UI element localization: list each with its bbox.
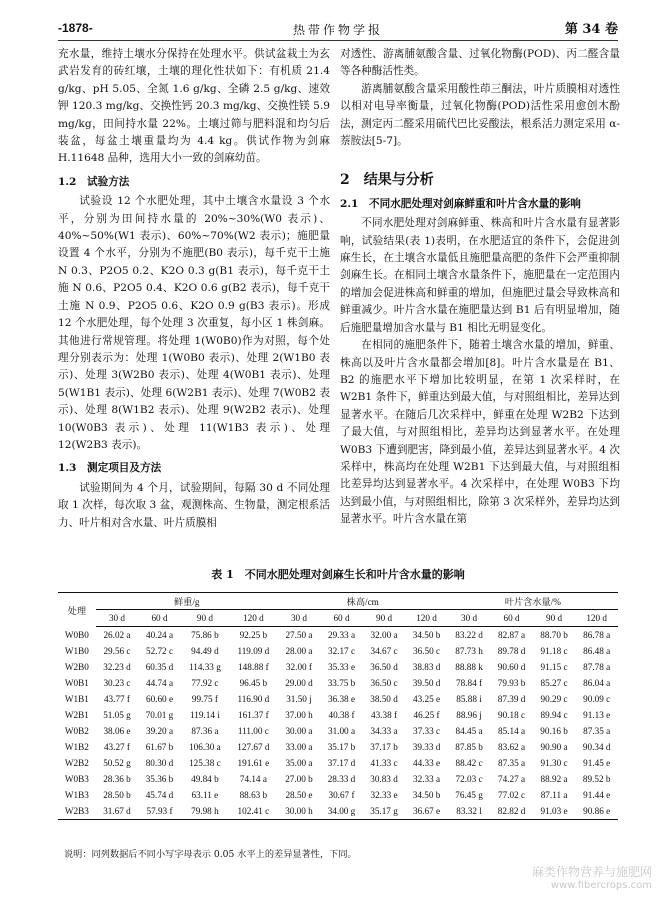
value-cell: 31.00 a xyxy=(327,726,356,736)
watermark-url: www.fibercrops.com xyxy=(550,880,652,891)
value-cell: 91.30 c xyxy=(540,758,568,768)
day-header: 90 d xyxy=(181,610,229,627)
value-cell: 32.17 c xyxy=(327,646,356,656)
right-column xyxy=(340,46,620,529)
value-cell: 91.13 e xyxy=(583,710,611,720)
value-cell: 102.41 c xyxy=(229,803,278,820)
value-cell: 43.27 f xyxy=(103,742,130,752)
day-header: 120 d xyxy=(575,610,618,627)
value-cell: 88.96 j xyxy=(456,710,482,720)
treatment-cell: W2B0 xyxy=(64,662,89,672)
value-cell: 83.32 l xyxy=(448,803,491,820)
value-cell: 28.00 a xyxy=(285,646,313,656)
table-row xyxy=(58,771,618,787)
treatment-cell: W1B1 xyxy=(64,694,89,704)
treatment-cell: W1B0 xyxy=(64,646,89,656)
value-cell: 32.23 d xyxy=(103,662,131,672)
value-cell: 74.27 a xyxy=(498,774,526,784)
treatment-cell: W2B3 xyxy=(58,803,96,820)
paragraph-soil-material: 充水量，维持土壤水分保持在处理水平。供试盆栽土为玄武岩发育的砖红壤，土壤的理化性状如下：有机质 21.4 g/kg、pH 5.05、全氮 1.6 g/kg、全磷 2.5 g/kg、速效钾 120.3 mg/kg、交换性钙 20.3 mg/kg、交换性镁 5.9 mg/kg，田间持水量 22%。土壤过筛与肥料混和均匀后装盆，每盆土壤重量均为 4.4 kg。供试作物为剑麻 H.11648 品种，选用大小一致的剑麻幼苗。 xyxy=(58,48,330,165)
table-row xyxy=(58,739,618,755)
table-row xyxy=(58,691,618,707)
value-cell: 34.50 b xyxy=(412,630,441,640)
day-header: 120 d xyxy=(405,610,448,627)
value-cell: 60.35 d xyxy=(145,662,174,672)
paragraph-test-methods: 试验设 12 个水肥处理，其中土壤含水量设 3 个水平，分别为田间持水量的 20%~30%(W0 表示)、40%~50%(W1 表示)、60%~70%(W2 表示)；施肥量设置 4 个水平，分别为不施肥(B0 表示)，每千克干土施 N 0.3、P2O5 0.2、K2O 0.3 g(B1 表示)，每千克干土施 N 0.6、P2O5 0.4、K2O 0.6 g(B2 表示)，每千克干土施 N 0.9、P2O5 0.6、K2O 0.9 g(B3 表示)。形成 12 个水肥处理，每个处理 3 次重复，每小区 1 株剑麻。其他进行常规管理。将处理 1(W0B0)作为对照，每个处理分别表示为：处理 1(W0B0 表示)、处理 2(W1B0 表示)、处理 3(W2B0 表示)、处理 4(W0B1 表示)、处理 5(W1B1 表示)、处理 6(W2B1 表示)、处理 7(W0B2 表示)、处理 8(W1B2 表示)、处理 9(W2B2 表示)、处理 10(W0B3 表示)、处理 11(W1B3 表示)、处理 12(W2B3 表示)。 xyxy=(58,195,330,451)
value-cell: 34.50 b xyxy=(412,790,441,800)
value-cell: 87.73 h xyxy=(455,646,483,656)
paragraph-measurements: 试验期间为 4 个月，试验期间，每隔 30 d 不同处理取 1 次样，每次取 3 盆，观测株高、生物量，测定根系活力、叶片相对含水量、叶片质膜相 xyxy=(58,481,330,529)
value-cell: 87.35 a xyxy=(498,758,526,768)
value-cell: 60.60 e xyxy=(145,694,174,704)
day-header: 60 d xyxy=(490,610,533,627)
value-cell: 191.61 e xyxy=(237,758,270,768)
group-header-plant-height: 株高/cm xyxy=(278,593,448,610)
value-cell: 86.78 a xyxy=(583,630,611,640)
value-cell: 28.36 b xyxy=(103,774,131,784)
value-cell: 88.42 c xyxy=(455,758,483,768)
value-cell: 90.90 a xyxy=(540,742,568,752)
value-cell: 86.04 a xyxy=(583,678,611,688)
value-cell: 32.00 a xyxy=(370,630,398,640)
value-cell: 40.38 f xyxy=(328,710,355,720)
value-cell: 57.93 f xyxy=(138,803,181,820)
value-cell: 89.78 d xyxy=(497,646,526,656)
value-cell: 29.56 c xyxy=(103,646,131,656)
value-cell: 31.67 d xyxy=(96,803,139,820)
value-cell: 44.74 a xyxy=(145,678,174,688)
value-cell: 91.15 c xyxy=(540,662,568,672)
value-cell: 38.83 d xyxy=(412,662,441,672)
page-header xyxy=(58,18,618,40)
value-cell: 87.85 b xyxy=(455,742,483,752)
value-cell: 91.03 e xyxy=(533,803,576,820)
table-note: 说明：同列数据后不同小写字母表示 0.05 水平上的差异显著性，下同。 xyxy=(64,849,357,860)
value-cell: 36.50 c xyxy=(413,646,441,656)
value-cell: 90.16 b xyxy=(540,726,568,736)
value-cell: 37.17 b xyxy=(370,742,398,752)
day-header: 30 d xyxy=(278,610,321,627)
table-row xyxy=(58,659,618,675)
value-cell: 34.67 c xyxy=(370,646,398,656)
value-cell: 30.23 c xyxy=(103,678,131,688)
section-heading-1-3: 1.3 测定项目及方法 xyxy=(58,462,162,475)
value-cell: 70.01 g xyxy=(145,710,174,720)
value-cell: 116.90 d xyxy=(237,694,270,704)
value-cell: 88.63 b xyxy=(239,790,268,800)
value-cell: 31.50 j xyxy=(286,694,312,704)
value-cell: 127.67 d xyxy=(237,742,270,752)
value-cell: 36.67 e xyxy=(405,803,448,820)
value-cell: 37.33 c xyxy=(413,726,441,736)
value-cell: 43.77 f xyxy=(103,694,130,704)
value-cell: 44.33 e xyxy=(413,758,441,768)
table-row xyxy=(58,723,618,739)
value-cell: 75.86 b xyxy=(191,630,219,640)
value-cell: 148.88 f xyxy=(238,662,269,672)
treatment-cell: W2B1 xyxy=(64,710,89,720)
value-cell: 39.20 a xyxy=(145,726,174,736)
table-row xyxy=(58,755,618,771)
section-heading-2: 2 结果与分析 xyxy=(340,172,434,189)
row-header: 处理 xyxy=(58,593,96,627)
journal-name: 热带作物学报 xyxy=(292,23,383,37)
value-cell: 87.78 a xyxy=(583,662,611,672)
results-table xyxy=(58,592,618,820)
treatment-cell: W0B2 xyxy=(64,726,89,736)
value-cell: 38.06 e xyxy=(103,726,131,736)
value-cell: 43.25 e xyxy=(413,694,441,704)
value-cell: 50.52 g xyxy=(103,758,131,768)
watermark-name: 麻类作物营养与施肥网 xyxy=(531,865,652,879)
value-cell: 87.39 d xyxy=(497,694,526,704)
value-cell: 74.14 a xyxy=(239,774,267,784)
paragraph-results-b: 在相同的施肥条件下，随着土壤含水量的增加，鲜重、株高以及叶片含水量都会增加[8]。叶片含水量是在 B1、B2 的施肥水平下增加比较明显，在第 1 次采样时，在 W2B1 条件下，鲜重达到最大值，与对照组相比，差异达到显著水平。在随后几次采样中，鲜重在处理 W2B2 下达到了最大值，与对照组相比，差异均达到显著水平。在处理 W0B3 下遭到肥害，降到最小值，差异达到显著水平。4 次采样中，株高均在处理 W2B1 下达到最大值，与对照组相比差异均达到显著水平。4 次采样中，在处理 W0B3 下均达到最小值，与对照组相比，除第 3 次采样外，差异均达到显著水平。叶片含水量在第 xyxy=(340,339,620,526)
paragraph-results-a: 不同水肥处理对剑麻鲜重、株高和叶片含水量有显著影响，试验结果(表 1)表明，在水肥适宜的条件下，会促进剑麻生长，在土壤含水量低且施肥量高肥的条件下会严重抑制剑麻生长。在相同土壤含水量条件下，施肥量在一定范围内的增加会促进株高和鲜重的增加，但施肥过量会导致株高和鲜重减少。叶片含水量在施肥量达到 B1 后有明显增加，随后施肥量增加含水量与 B1 相比无明显变化。 xyxy=(340,217,620,334)
value-cell: 79.98 h xyxy=(181,803,229,820)
treatment-cell: W0B3 xyxy=(64,774,89,784)
value-cell: 46.25 f xyxy=(413,710,440,720)
value-cell: 30.67 f xyxy=(328,790,355,800)
value-cell: 28.50 e xyxy=(285,790,313,800)
value-cell: 87.36 a xyxy=(191,726,219,736)
treatment-cell: W1B2 xyxy=(64,742,89,752)
table-row xyxy=(58,627,618,644)
value-cell: 41.33 c xyxy=(370,758,398,768)
table-row xyxy=(58,787,618,803)
value-cell: 28.33 d xyxy=(327,774,356,784)
value-cell: 90.29 c xyxy=(540,694,568,704)
value-cell: 43.38 f xyxy=(370,710,398,720)
value-cell: 119.14 i xyxy=(189,710,220,720)
value-cell: 106.30 a xyxy=(189,742,221,752)
value-cell: 32.33 e xyxy=(370,790,398,800)
group-header-leaf-water: 叶片含水量/% xyxy=(448,593,618,610)
value-cell: 88.92 a xyxy=(540,774,568,784)
day-header: 30 d xyxy=(448,610,491,627)
treatment-cell: W0B1 xyxy=(64,678,89,688)
value-cell: 40.24 a xyxy=(145,630,174,640)
day-header: 90 d xyxy=(363,610,406,627)
value-cell: 39.33 d xyxy=(412,742,441,752)
value-cell: 33.75 b xyxy=(327,678,356,688)
value-cell: 45.74 d xyxy=(145,790,174,800)
value-cell: 39.50 d xyxy=(412,678,441,688)
value-cell: 85.14 a xyxy=(498,726,526,736)
value-cell: 90.09 c xyxy=(583,694,611,704)
value-cell: 99.75 f xyxy=(191,694,218,704)
value-cell: 77.92 c xyxy=(191,678,219,688)
value-cell: 49.84 b xyxy=(191,774,219,784)
table-body xyxy=(58,627,618,820)
value-cell: 92.25 b xyxy=(239,630,268,640)
value-cell: 85.27 c xyxy=(540,678,568,688)
value-cell: 36.50 c xyxy=(370,678,398,688)
value-cell: 91.18 c xyxy=(540,646,568,656)
group-header-fresh-weight: 鲜重/g xyxy=(96,593,278,610)
value-cell: 79.93 b xyxy=(497,678,526,688)
value-cell: 83.62 a xyxy=(498,742,526,752)
value-cell: 111.00 c xyxy=(237,726,269,736)
paragraph-continued: 对透性、游离脯氨酸含量、过氧化物酶(POD)、丙二醛含量等各种酶活性类。 xyxy=(340,48,620,78)
value-cell: 35.17 b xyxy=(327,742,356,752)
value-cell: 29.00 d xyxy=(285,678,313,688)
day-header: 30 d xyxy=(96,610,139,627)
value-cell: 38.50 d xyxy=(370,694,398,704)
value-cell: 161.37 f xyxy=(238,710,269,720)
value-cell: 35.00 a xyxy=(285,758,313,768)
value-cell: 37.17 d xyxy=(327,758,356,768)
value-cell: 35.17 g xyxy=(363,803,406,820)
value-cell: 26.02 a xyxy=(103,630,131,640)
table-row xyxy=(58,675,618,691)
table-caption: 表 1 不同水肥处理对剑麻生长和叶片含水量的影响 xyxy=(211,568,465,581)
value-cell: 89.94 c xyxy=(540,710,568,720)
value-cell: 96.45 b xyxy=(239,678,268,688)
value-cell: 119.09 d xyxy=(237,646,270,656)
paragraph-analysis-methods: 游离脯氨酸含量采用酸性茚三酮法，叶片质膜相对透性以相对电导率衡量，过氧化物酶(POD)活性采用愈创木酚法，测定丙二醛采用硫代巴比妥酸法，根系活力测定采用 α-萘胺法[5-7]。 xyxy=(340,82,620,148)
value-cell: 33.00 a xyxy=(285,742,313,752)
volume-label: 第 34 卷 xyxy=(564,22,618,37)
table-row xyxy=(58,643,618,659)
value-cell: 114.33 g xyxy=(188,662,221,672)
day-header: 60 d xyxy=(320,610,363,627)
day-header: 120 d xyxy=(229,610,278,627)
value-cell: 87.11 a xyxy=(540,790,568,800)
value-cell: 87.35 a xyxy=(583,726,611,736)
treatment-cell: W2B2 xyxy=(64,758,89,768)
value-cell: 52.72 c xyxy=(145,646,174,656)
value-cell: 35.33 e xyxy=(327,662,356,672)
day-header: 90 d xyxy=(533,610,576,627)
left-column xyxy=(58,46,330,532)
header-rule xyxy=(58,40,618,41)
value-cell: 91.45 e xyxy=(583,758,611,768)
value-cell: 37.00 h xyxy=(285,710,313,720)
value-cell: 27.50 a xyxy=(285,630,313,640)
page-number: -1878- xyxy=(58,21,93,35)
value-cell: 30.00 h xyxy=(278,803,321,820)
value-cell: 83.22 d xyxy=(455,630,483,640)
value-cell: 30.00 a xyxy=(285,726,313,736)
value-cell: 34.00 g xyxy=(320,803,363,820)
value-cell: 35.36 b xyxy=(145,774,174,784)
treatment-cell: W1B3 xyxy=(64,790,89,800)
value-cell: 90.60 d xyxy=(497,662,526,672)
value-cell: 32.00 f xyxy=(285,662,312,672)
value-cell: 32.33 a xyxy=(413,774,441,784)
treatment-cell: W0B0 xyxy=(64,629,89,640)
value-cell: 85.88 i xyxy=(456,694,482,704)
value-cell: 36.50 d xyxy=(370,662,398,672)
table-row xyxy=(58,803,618,820)
value-cell: 72.03 c xyxy=(455,774,483,784)
value-cell: 63.11 e xyxy=(191,790,219,800)
value-cell: 86.48 a xyxy=(583,646,611,656)
section-heading-2-1: 2.1 不同水肥处理对剑麻鲜重和叶片含水量的影响 xyxy=(340,197,581,210)
value-cell: 125.38 c xyxy=(189,758,221,768)
value-cell: 28.50 b xyxy=(103,790,131,800)
value-cell: 90.34 d xyxy=(582,742,611,752)
section-heading-1-2: 1.2 试验方法 xyxy=(58,175,130,188)
value-cell: 34.33 a xyxy=(370,726,398,736)
value-cell: 27.00 b xyxy=(285,774,313,784)
value-cell: 89.52 b xyxy=(582,774,611,784)
day-header: 60 d xyxy=(138,610,181,627)
value-cell: 36.38 e xyxy=(327,694,356,704)
value-cell: 91.44 e xyxy=(583,790,611,800)
value-cell: 90.18 c xyxy=(498,710,526,720)
value-cell: 84.45 a xyxy=(455,726,483,736)
watermark xyxy=(532,865,652,893)
value-cell: 94.49 d xyxy=(191,646,219,656)
value-cell: 29.33 a xyxy=(327,630,356,640)
value-cell: 82.87 a xyxy=(498,630,526,640)
value-cell: 77.02 c xyxy=(498,790,526,800)
value-cell: 88.70 b xyxy=(540,630,568,640)
value-cell: 88.88 k xyxy=(455,662,483,672)
value-cell: 90.86 e xyxy=(575,803,618,820)
value-cell: 51.05 g xyxy=(103,710,131,720)
value-cell: 61.67 b xyxy=(145,742,174,752)
days-header-row xyxy=(58,610,618,627)
value-cell: 78.84 f xyxy=(456,678,483,688)
table-row xyxy=(58,707,618,723)
value-cell: 76.45 g xyxy=(455,790,483,800)
value-cell: 82.82 d xyxy=(490,803,533,820)
value-cell: 80.30 d xyxy=(145,758,174,768)
value-cell: 30.83 d xyxy=(370,774,398,784)
